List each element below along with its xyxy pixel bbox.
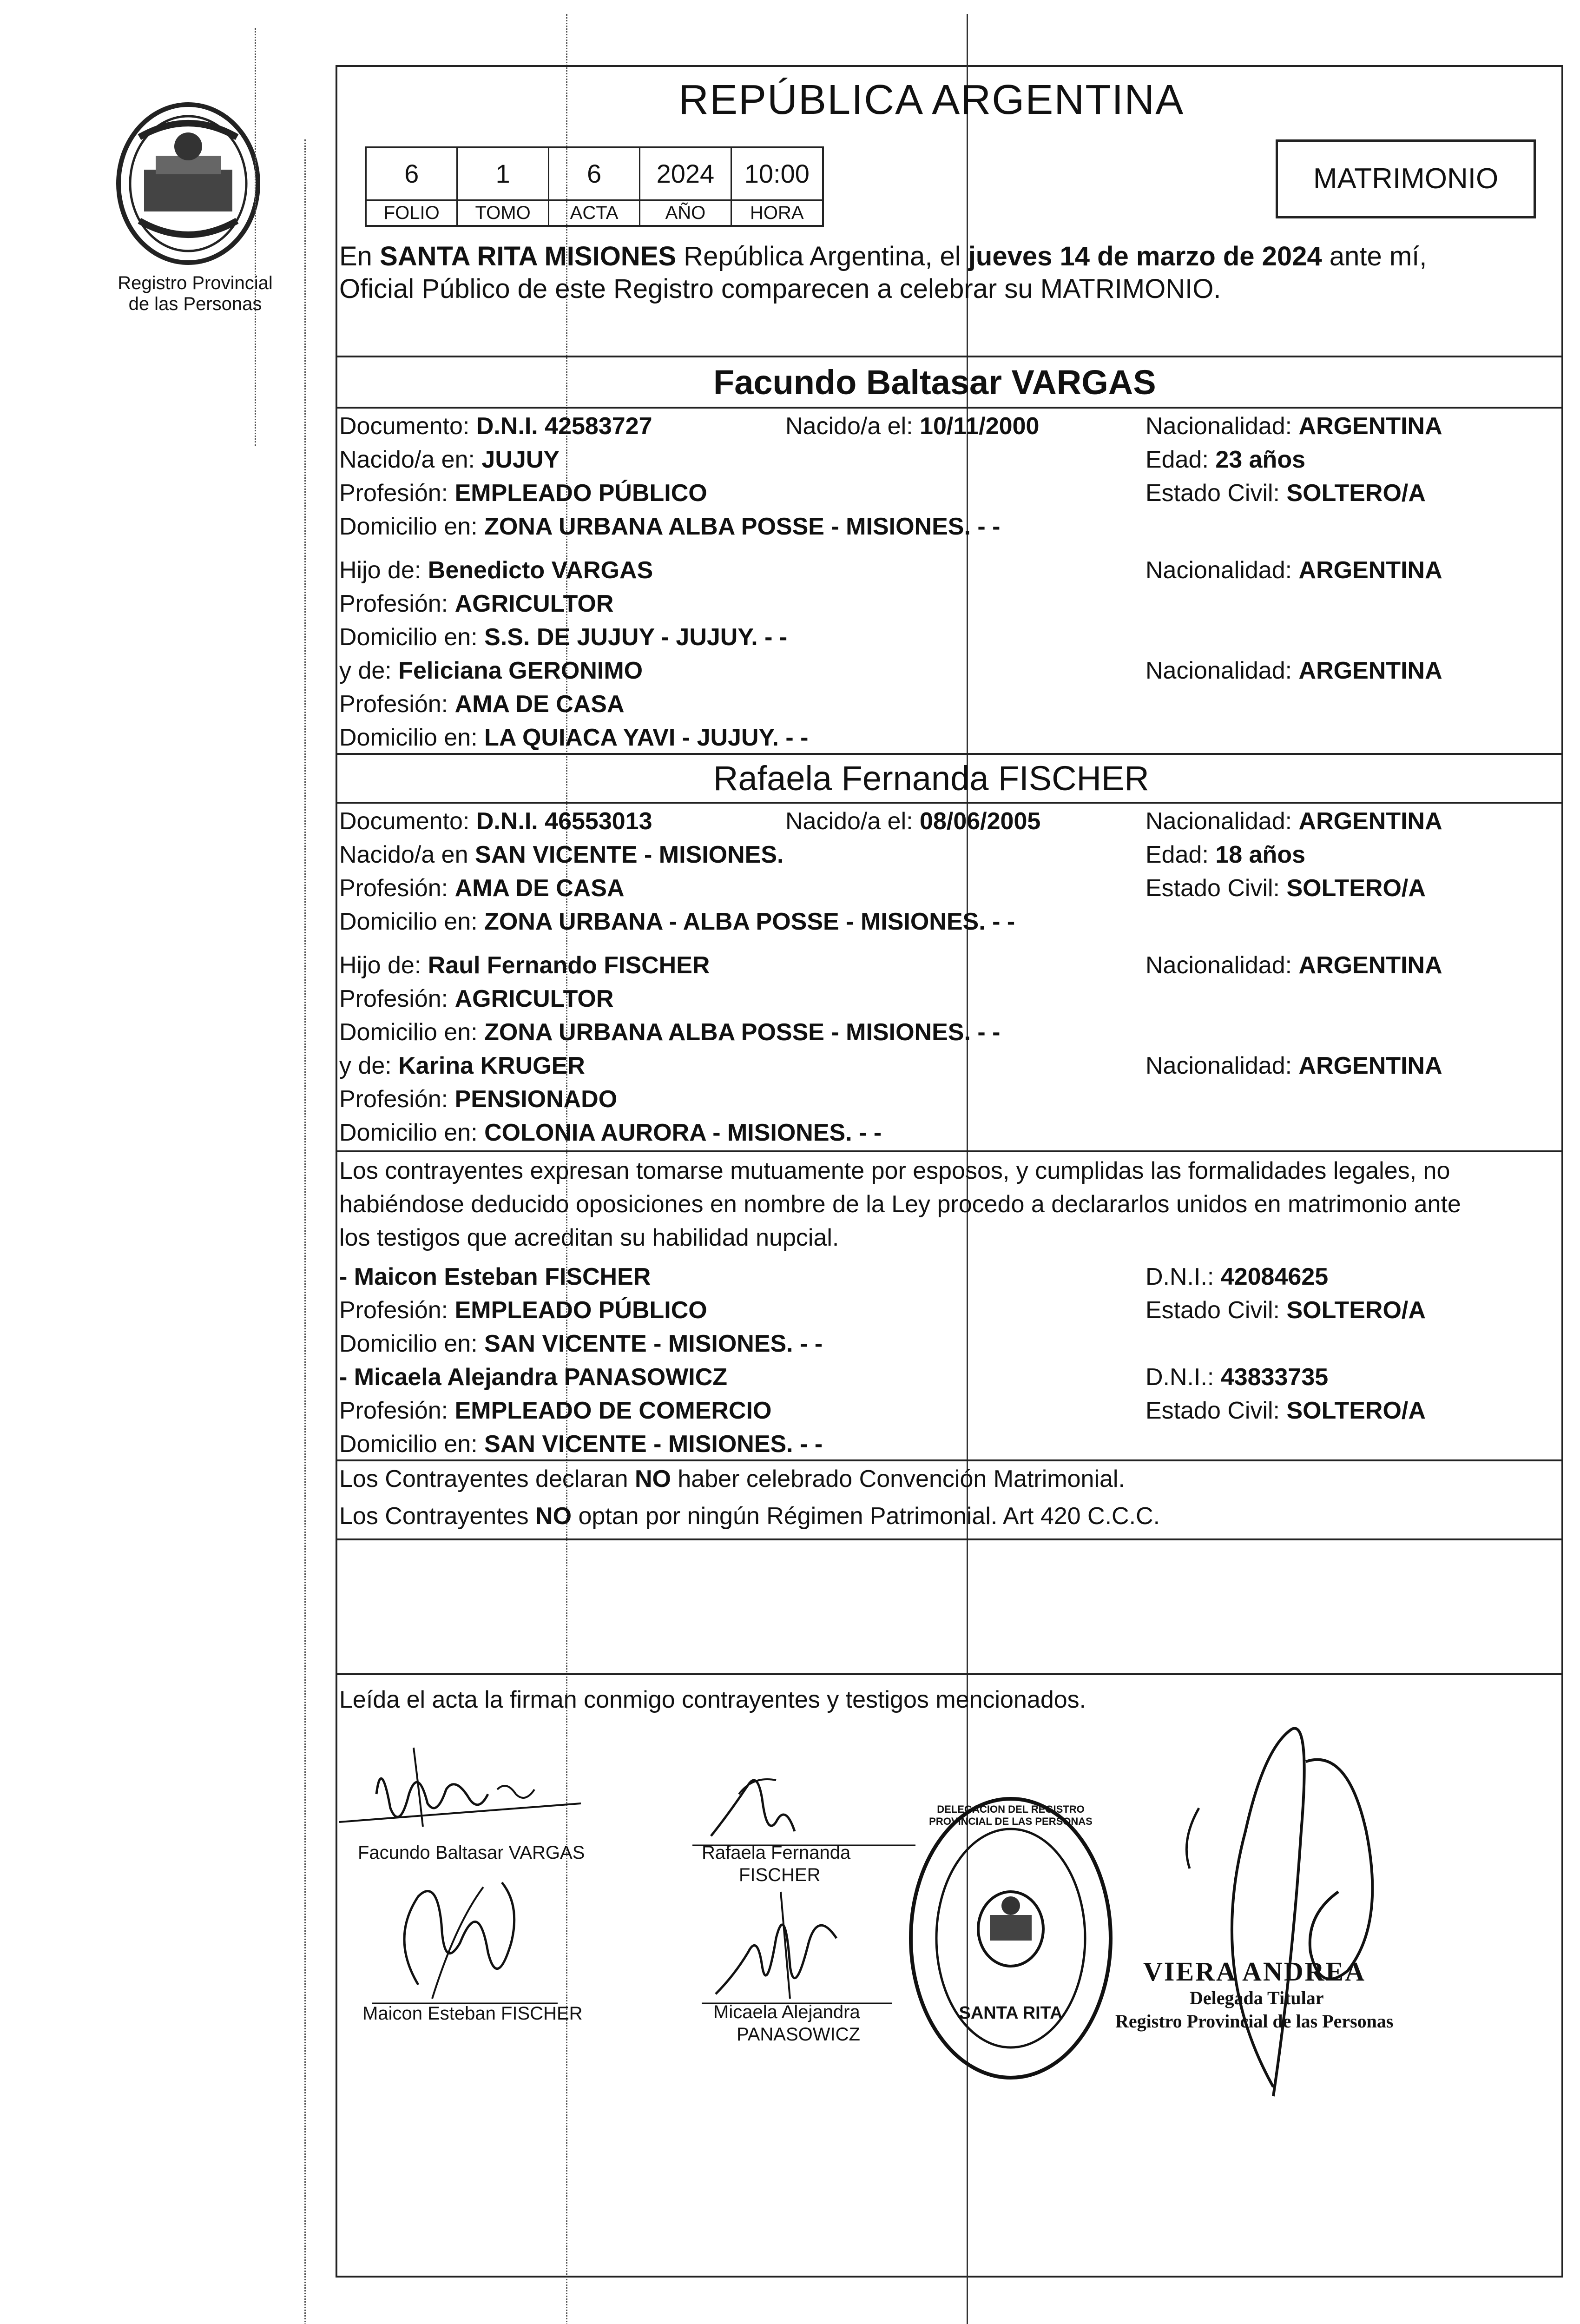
spouse1-father: Hijo de: Benedicto VARGAS	[339, 557, 653, 584]
spouse1-signature	[330, 1738, 590, 1845]
witness2-profession: Profesión: EMPLEADO DE COMERCIO	[339, 1397, 772, 1424]
tomo-label: TOMO	[458, 201, 549, 225]
section-divider	[336, 407, 1563, 409]
spouse1-address: Domicilio en: ZONA URBANA ALBA POSSE - MISIONES. - -	[339, 513, 1001, 540]
spouse2-father-address: Domicilio en: ZONA URBANA ALBA POSSE - MISIONES. - -	[339, 1019, 1001, 1046]
spouse2-mother-address: Domicilio en: COLONIA AURORA - MISIONES. - -	[339, 1119, 882, 1146]
frame-bottom-border	[336, 2276, 1563, 2278]
official-stamp	[906, 1794, 1115, 2082]
convention-line-1: Los Contrayentes declaran NO haber celebrado Convención Matrimonial.	[339, 1466, 1125, 1492]
spouse2-mother-nationality: Nacionalidad: ARGENTINA	[1146, 1052, 1442, 1079]
section-divider	[336, 1459, 1563, 1461]
spouse1-document: Documento: D.N.I. 42583727	[339, 413, 652, 440]
witness2-signature	[697, 1882, 902, 2008]
witness2-dni: D.N.I.: 43833735	[1146, 1364, 1329, 1391]
margin-dotted-line	[304, 139, 307, 2324]
spouse1-mother: y de: Feliciana GERONIMO	[339, 657, 643, 684]
record-table	[365, 146, 824, 227]
anio-label: AÑO	[640, 201, 731, 225]
acta-value: 6	[549, 148, 640, 199]
anio-value: 2024	[640, 148, 731, 199]
witness1-signature-label: Maicon Esteban FISCHER	[362, 2003, 583, 2024]
spouse1-father-nationality: Nacionalidad: ARGENTINA	[1146, 557, 1442, 584]
declaration-line-2: habiéndose deducido oposiciones en nombre de la Ley procedo a declararlos unidos en matrimonio ante	[339, 1191, 1461, 1218]
spouse2-address: Domicilio en: ZONA URBANA - ALBA POSSE - MISIONES. - -	[339, 908, 1015, 935]
section-divider	[336, 356, 1563, 357]
folio-label: FOLIO	[367, 201, 458, 225]
convention-line-2: Los Contrayentes NO optan por ningún Régimen Patrimonial. Art 420 C.C.C.	[339, 1503, 1160, 1530]
closing-statement: Leída el acta la firman conmigo contrayentes y testigos mencionados.	[339, 1686, 1086, 1713]
page-title: REPÚBLICA ARGENTINA	[678, 77, 1185, 123]
hora-value: 10:00	[744, 159, 810, 188]
spouse1-age: Edad: 23 años	[1146, 446, 1305, 473]
section-divider	[336, 802, 1563, 804]
witness1-address: Domicilio en: SAN VICENTE - MISIONES. - -	[339, 1330, 823, 1357]
witness2-name: - Micaela Alejandra PANASOWICZ	[339, 1364, 728, 1391]
spouse2-nationality: Nacionalidad: ARGENTINA	[1146, 808, 1442, 835]
spouse2-civil-status: Estado Civil: SOLTERO/A	[1146, 875, 1426, 902]
spouse1-father-profession: Profesión: AGRICULTOR	[339, 590, 614, 617]
section-divider	[336, 753, 1563, 755]
section-divider	[336, 1150, 1563, 1152]
spouse2-father-profession: Profesión: AGRICULTOR	[339, 985, 614, 1012]
witness1-dni: D.N.I.: 42084625	[1146, 1263, 1329, 1290]
spouse2-father-nationality: Nacionalidad: ARGENTINA	[1146, 952, 1442, 979]
provincial-emblem	[112, 100, 265, 267]
officer-signature	[1152, 1692, 1413, 2110]
stamp-center-text: SANTA RITA	[959, 2003, 1063, 2023]
spouse2-age: Edad: 18 años	[1146, 841, 1305, 868]
margin-dotted-line	[255, 28, 257, 446]
section-divider	[336, 1673, 1563, 1675]
spouse2-name: Rafaela Fernanda FISCHER	[713, 759, 1149, 798]
spouse1-mother-address: Domicilio en: LA QUIACA YAVI - JUJUY. - -	[339, 724, 809, 751]
declaration-line-3: los testigos que acreditan su habilidad nupcial.	[339, 1224, 839, 1251]
witness2-address: Domicilio en: SAN VICENTE - MISIONES. - -	[339, 1431, 823, 1458]
witness2-signature-label-2: PANASOWICZ	[737, 2024, 860, 2045]
registry-name-line2: de las Personas	[128, 294, 262, 314]
tomo-value: 1	[458, 148, 549, 199]
frame-top-border	[336, 65, 1563, 67]
spouse2-father: Hijo de: Raul Fernando FISCHER	[339, 952, 710, 979]
witness1-signature	[362, 1868, 567, 2008]
spouse1-birthdate: Nacido/a el: 10/11/2000	[785, 413, 1040, 440]
intro-line-1: En SANTA RITA MISIONES República Argentina, el jueves 14 de marzo de 2024 ante mí,	[339, 241, 1427, 271]
spouse2-signature-label-1: Rafaela Fernanda	[702, 1842, 851, 1863]
spouse1-nationality: Nacionalidad: ARGENTINA	[1146, 413, 1442, 440]
officer-office: Registro Provincial de las Personas	[1115, 2011, 1394, 2032]
spouse1-father-address: Domicilio en: S.S. DE JUJUY - JUJUY. - -	[339, 624, 788, 651]
spouse1-birthplace: Nacido/a en: JUJUY	[339, 446, 560, 473]
spouse1-profession: Profesión: EMPLEADO PÚBLICO	[339, 480, 707, 507]
officer-name: VIERA ANDREA	[1143, 1956, 1366, 1987]
spouse1-mother-nationality: Nacionalidad: ARGENTINA	[1146, 657, 1442, 684]
frame-right-border	[1561, 65, 1563, 2278]
spouse2-birthdate: Nacido/a el: 08/06/2005	[785, 808, 1041, 835]
witness2-signature-label-1: Micaela Alejandra	[713, 2002, 860, 2022]
spouse2-mother-profession: Profesión: PENSIONADO	[339, 1086, 618, 1113]
spouse2-signature	[683, 1757, 925, 1850]
stamp-ring-text: DELEGACION DEL REGISTRO PROVINCIAL DE LAS PERSONAS	[929, 1803, 1093, 1827]
section-divider	[336, 1538, 1563, 1540]
spouse1-signature-label: Facundo Baltasar VARGAS	[358, 1842, 585, 1863]
spouse2-signature-label-2: FISCHER	[739, 1865, 821, 1885]
spouse2-birthplace: Nacido/a en SAN VICENTE - MISIONES.	[339, 841, 784, 868]
hora-label: HORA	[750, 203, 804, 223]
folio-value: 6	[367, 148, 458, 199]
witness1-profession: Profesión: EMPLEADO PÚBLICO	[339, 1297, 707, 1324]
spouse1-mother-profession: Profesión: AMA DE CASA	[339, 691, 625, 718]
spouse1-name: Facundo Baltasar VARGAS	[713, 363, 1156, 402]
frame-left-border	[336, 65, 337, 2278]
registry-name-line1: Registro Provincial	[118, 273, 273, 293]
spouse2-mother: y de: Karina KRUGER	[339, 1052, 585, 1079]
act-type-box	[1276, 139, 1536, 218]
witness2-civil-status: Estado Civil: SOLTERO/A	[1146, 1397, 1426, 1424]
act-type-label: MATRIMONIO	[1313, 163, 1499, 195]
intro-line-2: Oficial Público de este Registro comparecen a celebrar su MATRIMONIO.	[339, 274, 1221, 304]
declaration-line-1: Los contrayentes expresan tomarse mutuamente por esposos, y cumplidas las formalidades legales, no	[339, 1157, 1450, 1184]
spouse2-document: Documento: D.N.I. 46553013	[339, 808, 652, 835]
witness1-name: - Maicon Esteban FISCHER	[339, 1263, 651, 1290]
spouse1-civil-status: Estado Civil: SOLTERO/A	[1146, 480, 1426, 507]
acta-label: ACTA	[549, 201, 640, 225]
witness1-civil-status: Estado Civil: SOLTERO/A	[1146, 1297, 1426, 1324]
officer-title: Delegada Titular	[1190, 1987, 1324, 2008]
spouse2-profession: Profesión: AMA DE CASA	[339, 875, 625, 902]
